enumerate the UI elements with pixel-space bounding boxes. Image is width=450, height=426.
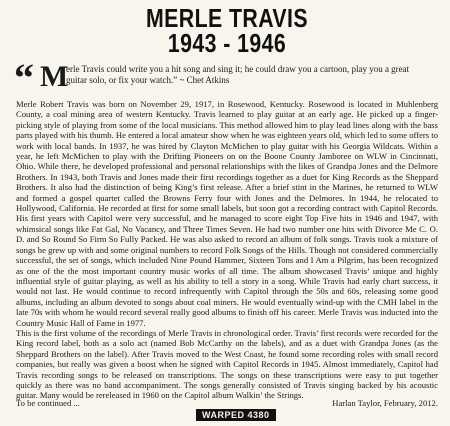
quote-text: erle Travis could write you a hit song and sing it; he could draw you a cartoon, play you a great guitar solo, or fix your watch.” ~ Chet Atkins (66, 64, 410, 85)
pull-quote (14, 55, 438, 100)
to-be-continued: To be continued ... (16, 398, 80, 408)
paragraph-recordings: This is the first volume of the recordings of Merle Travis in chronological order. Travis’ first records were recorded for the King record label, both as a solo act (named Bob McCarthy on the labels), and as a duet with Grandpa Jones (as the Sheppard Brothers on the label). After Travis moved to the West Coast, he found some recording roles with small record companies, but really was given a boost when he signed with Capitol Records in 1945. Almost immediately, Capitol had Travis recording songs to be released on transcriptions. The songs on these transcriptions were easy to put together quickly as there was no band accompaniment. The songs generally consisted of Travis singing backed by his acoustic guitar. Many would be rereleased in 1960 on the Capitol album Walkin’ the Strings. (16, 327, 438, 401)
open-quote-mark: “ (14, 55, 34, 100)
author-credit: Harlan Taylor, February, 2012. (332, 398, 438, 408)
artist-title: MERLE TRAVIS (145, 3, 309, 33)
catalog-badge: WARPED 4380 (196, 409, 276, 421)
drop-cap: M (40, 60, 69, 93)
years-title: 1943 - 1946 (167, 28, 287, 58)
paragraph-biography: Merle Robert Travis was born on November 29, 1917, in Rosewood, Kentucky. Rosewood is located in Muhlenberg County, a coal mining area of western Kentucky. Travis learned to play guitar at an early age. He picked up a finger-picking style of playing from some of the local musicians. This method allowed him to play lead lines along with the bass parts played with his thumb. He entered a local amateur show when he was eighteen years old, which led to some offers to work with local bands. In 1937, he was hired by Clayton McMichen to play guitar with his Georgia Wildcats. Within a year, he left McMichen to play with the Drifting Pioneers on on the Boone County Jamboree on WLW in Cincinnati, Ohio. While there, he developed professional and personal relationships with the likes of Grandpa Jones and the Delmore Brothers. In 1943, both Travis and Jones made their first recordings together as a duet for King Records as the Sheppard Brothers. It also had the distinction of being King’s first release. After a brief stint in the Marines, he returned to WLW and formed a gospel quartet called the Browns Ferry four with Jones and the Delmores. In 1944, he relocated to Hollywood, California. He recorded at first for some small labels, but soon got a recording contract with Capitol Records. His first years with Capitol were very successful, and he managed to score eight Top Five hits in 1946 and 1947, with whimsical songs like Fat Gal, No Vacancy, and Three Times Seven. He had two number one hits with Divorce Me C. O. D. and So Round So Firm So Fully Packed. He was also asked to record an album of folk songs. Travis took a mixture of songs he grew up with and some original numbers to record Folk Songs of the Hills. Though not considered commercially successful, the set of songs, which included Nine Pound Hammer, Sixteen Tons and I Am a Pilgrim, has been recognized as one of the the most important country music works of all time. The album showcased Travis’ unique and highly influential style of guitar playing, as well as his ability to tell a story in a song. While Travis had early chart success, it would not last. He would continue to record infrequently with Capitol through the 50s and 60s, releasing some good albums, including an album devoted to songs about coal miners. He would eventually wind-up with the CMH label in the late 70s with whom he would record several really good albums to finish off his career. Merle Travis was inducted into the Country Music Hall of Fame in 1977. (16, 99, 438, 328)
footer (16, 398, 438, 420)
article-body (16, 99, 438, 401)
